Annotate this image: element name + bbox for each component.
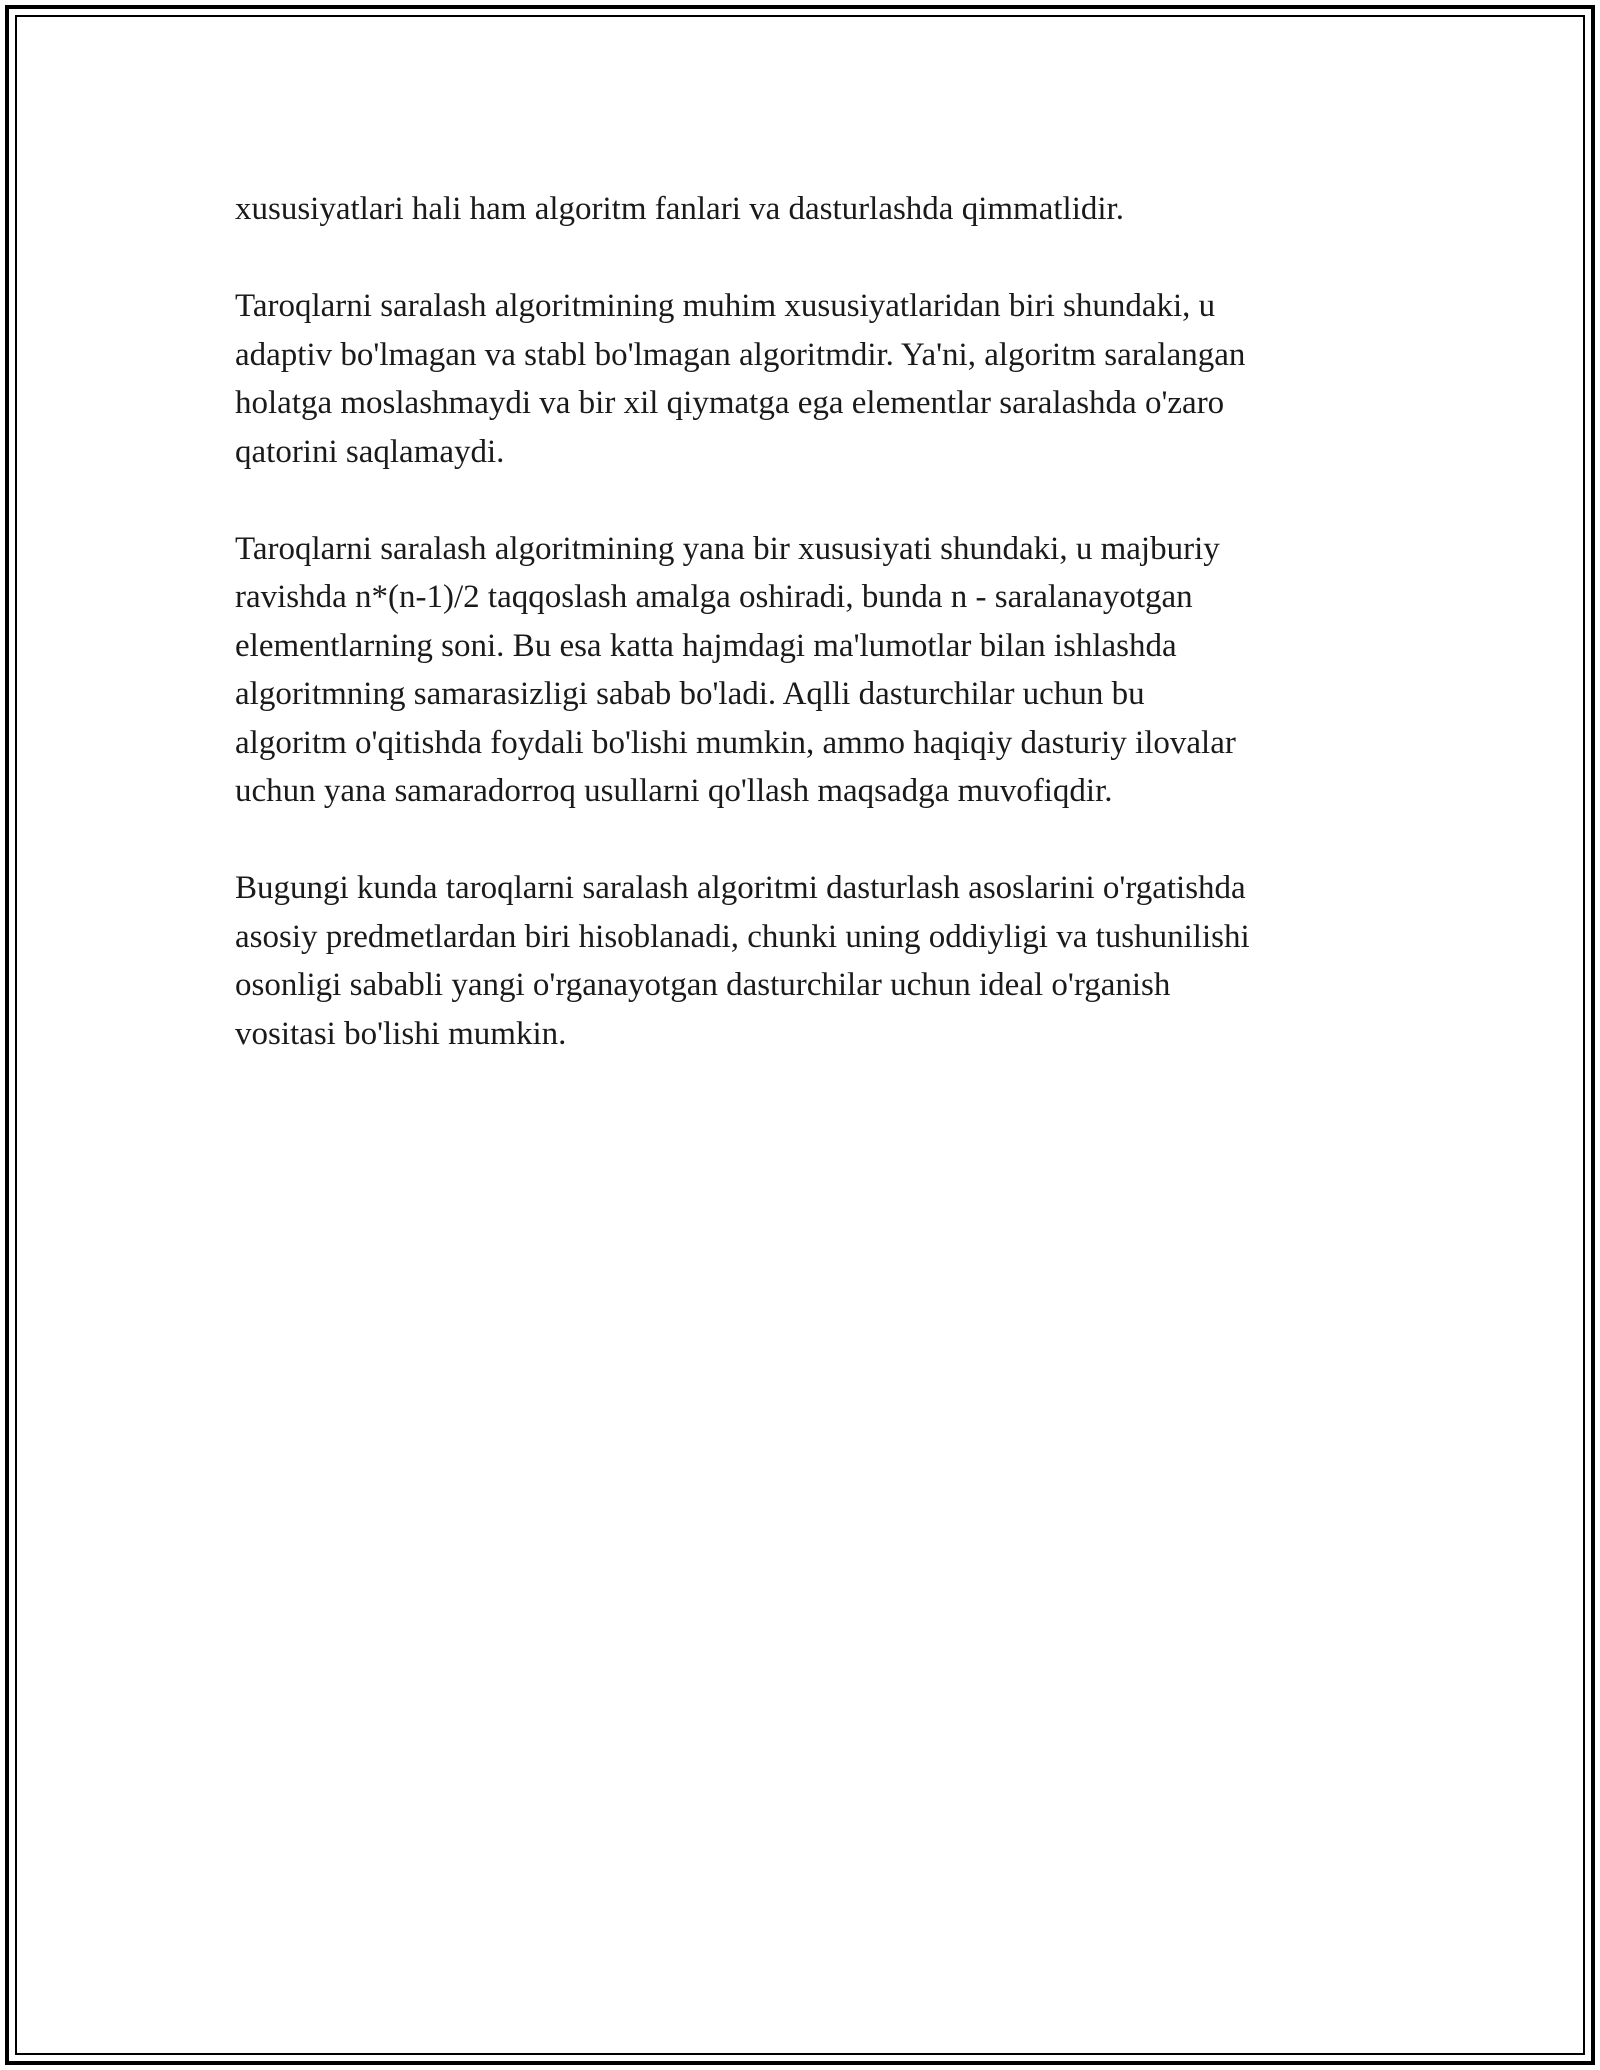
paragraph-2: Taroqlarni saralash algoritmining muhim xususiyatlaridan biri shundaki, u adaptiv bo'lmagan va stabl bo'lmagan algoritmdir. Ya'ni, algoritm saralangan holatga moslashmaydi va bir xil qiymatga ega elementlar saralashda o'zaro qatorini saqlamaydi. xyxy=(235,288,1246,470)
paragraph-3: Taroqlarni saralash algoritmining yana bir xususiyati shundaki, u majburiy ravishda n*(n-1)/2 taqqoslash amalga oshiradi, bunda n - saralanayotgan elementlarning soni. Bu esa katta hajmdagi ma'lumotlar bilan ishlashda algoritmning samarasizligi sabab bo'ladi. Aqlli dasturchilar uchun bu algoritm o'qitishda foydali bo'lishi mumkin, ammo haqiqiy dasturiy ilovalar uchun yana samaradorroq usullarni qo'llash maqsadga muvofiqdir. xyxy=(235,530,1236,809)
document-body xyxy=(235,185,1385,1107)
paragraph-4: Bugungi kunda taroqlarni saralash algoritmi dasturlash asoslarini o'rgatishda asosiy predmetlardan biri hisoblanadi, chunki uning oddiyligi va tushunilishi osonligi sababli yangi o'rganayotgan dasturchilar uchun ideal o'rganish vositasi bo'lishi mumkin. xyxy=(235,870,1250,1052)
paragraph-1: xususiyatlari hali ham algoritm fanlari va dasturlashda qimmatlidir. xyxy=(235,191,1124,227)
